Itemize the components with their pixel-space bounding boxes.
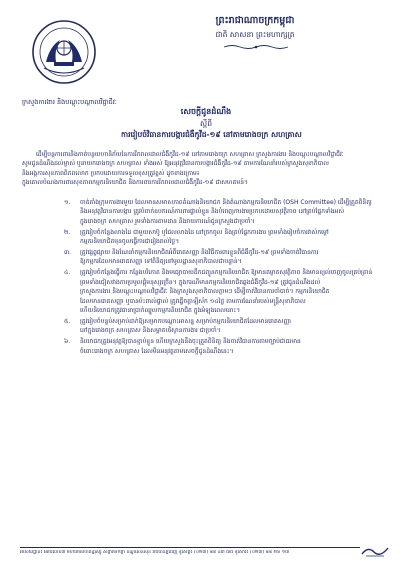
notice-title: សេចក្តីជូនដំណឹង <box>180 107 232 116</box>
list-item <box>22 228 382 247</box>
item-number: ៦. <box>64 338 71 346</box>
item-line: ត្រូវផ្សព្វផ្សាយ និងណែនាំកម្មករនិយោជិតអំពីរោគសញ្ញា និងវិធីការពារខ្លួនពីជំងឺកូវីដ-១៩ ព្រមទាំងចាត់វិធានការ <box>80 249 319 257</box>
intro-line: និងអង្គការសុខភាពពិភពលោក ប្រកបដោយការទទួលខុសត្រូវខ្ពស់ ដូចខាងក្រោម៖ <box>22 169 200 177</box>
notice-title-block <box>121 106 302 141</box>
item-line: ចំពោះរោងចក្រ សហគ្រាស ដែលមិនអនុវត្តតាមសេចក្តីជូនដំណឹងនេះ។ <box>80 347 234 355</box>
item-line: ក្នុងរោងចក្រ សហគ្រាស រួមទាំងការតាមដាន និងរាយការណ៍ជូនក្រសួងជាប្រចាំ។ <box>80 217 255 225</box>
item-line: និយោជកត្រូវអនុវត្តឱ្យបានខ្ជាប់ខ្ជួន ហើយក្រសួងនឹងចុះត្រួតពិនិត្យ និងចាត់វិធានការតាមច្បាប់ជាធរមាន <box>80 338 301 346</box>
item-line: ដែលមានរោគសញ្ញា ឬបានប៉ះពាល់ផ្ទាល់ ត្រូវធ្វើចត្តាឡីស័ក ១៤ថ្ងៃ តាមការណែនាំរបស់មន្ត្រីសុខាភិបាល <box>80 297 306 305</box>
intro-line: សូមជូនដំណឹងដល់ម្ចាស់ ឬនាយករោងចក្រ សហគ្រាស ទាំងអស់ ឱ្យអនុវត្តវិធានការបង្ការជំងឺកូវីដ-១៩ តាមការណែនាំរបស់ក្រសួងសុខាភិបាល <box>22 160 329 168</box>
national-motto: ជាតិ សាសនា ព្រះមហាក្សត្រ <box>215 30 295 39</box>
ministry-name: ក្រសួងការងារ និងបណ្តុះបណ្តាលវិជ្ជាជីវៈ <box>22 98 117 106</box>
ornament-divider-icon <box>222 44 290 50</box>
list-item <box>22 337 382 356</box>
list-item <box>22 268 382 315</box>
item-line: កម្មករនិយោជិតមុនចូលធ្វើការជារៀងរាល់ថ្ងៃ។ <box>80 238 180 246</box>
item-number: ៤. <box>64 269 71 277</box>
item-number: ៣. <box>64 249 72 257</box>
item-line: ក្រសួងការងារ និងបណ្តុះបណ្តាលវិជ្ជាជីវៈ និងក្រសួងសុខាភិបាលភ្លាមៗ ដើម្បីចាត់វិធានការចាំបាច់។ កម្មករនិយោជិត <box>80 288 330 296</box>
footer-emblem-icon <box>360 544 390 558</box>
list-item <box>22 317 382 336</box>
item-line: ចាត់តាំងក្រុមការងារមួយ ដែលមានសមាសភាពតំណាងនិយោជក និងតំណាងកម្មករនិយោជិត (OSH Committee) ដើម្បីត្រួតពិនិត្យ <box>80 199 372 206</box>
ministry-logo-icon <box>30 18 98 86</box>
item-number: ២. <box>64 228 71 236</box>
list-item <box>22 248 382 267</box>
intro-line: ក្នុងគោលបំណងការពារសុខភាពកម្មករនិយោជិត និងការពារការរីករាលដាលជំងឺកូវីដ-១៩ ជាសហគមន៍។ <box>22 179 248 187</box>
notice-subject-label: ស្តីពី <box>200 119 212 128</box>
item-number: ៥. <box>64 317 71 325</box>
kingdom-heading: ព្រះរាជាណាចក្រកម្ពុជា <box>215 15 295 26</box>
item-line: ត្រូវរៀបចំបន្ទប់សម្រាប់ដាក់ឱ្យសម្រាកបណ្តោះអាសន្ន សម្រាប់កម្មករនិយោជិតដែលមានរោគសញ្ញា <box>80 317 291 325</box>
item-line: ឱ្យកម្មករដែលមានរោគសញ្ញា ទៅពិនិត្យនៅមូលដ្ឋានសុខាភិបាលជាបន្ទាន់។ <box>80 258 242 266</box>
footer-address: អាសយដ្ឋាន៖ អគារលេខ៣ មហាវិថីសហព័ន្ធរុស្ស៊ី សង្កាត់ទឹកថ្លា ខណ្ឌសែនសុខ រាជធានីភ្នំពេញ ទូរស័ព្ទ៖ (០២៣) ៨៨ ៤៣ ៧៥ ទូរសារ៖ (០២៣) ៨៨ ២៦ ១៧ <box>20 550 289 555</box>
list-item <box>22 198 382 226</box>
intro-line: ដើម្បីបន្តការពារនិងកាត់បន្ថយហានិភ័យនៃការរីករាលដាលជំងឺកូវីដ-១៩ នៅតាមរោងចក្រ សហគ្រាស ក្រសួងការងារ និងបណ្តុះបណ្តាលវិជ្ជាជីវៈ <box>36 151 344 158</box>
footer-divider <box>20 547 360 548</box>
item-number: ១. <box>64 199 71 206</box>
item-line: ត្រូវរៀបចំកន្លែងលាងដៃ ជាមួយសាប៊ូ ឬជែលលាងដៃ នៅច្រកចូល និងគ្រប់ផ្នែកការងារ ព្រមទាំងរៀបចំការវាស់កម្តៅ <box>80 228 329 236</box>
measures-list <box>22 198 382 358</box>
item-line: ព្រមទាំងជៀសវាងការប្រមូលផ្តុំមនុស្សច្រើន។ ក្នុងករណីមានកម្មករនិយោជិតឆ្លងជំងឺកូវីដ-១៩ ត្រូវជូនដំណឹងដល់ <box>80 278 321 286</box>
intro-paragraph <box>22 150 380 189</box>
item-line: ហើយនិយោជកត្រូវធានាប្រាក់ឈ្នួលកម្មករនិយោជិត ក្នុងអំឡុងពេលនោះ។ <box>80 306 241 314</box>
item-line: និងអនុវត្តវិធានការបង្ការ ត្រូវបំពាក់ឧបករណ៍ការពារផ្ទាល់ខ្លួន និងបំពេញការងារប្រកបដោយសុវត្ថិភាព នៅគ្រប់ផ្នែកទាំងអស់ <box>80 208 345 216</box>
notice-subject: ការរៀបចំវិធានការបង្ការជំងឺកូវីដ-១៩ នៅតាមរោងចក្រ សហគ្រាស <box>121 130 302 139</box>
item-line: នៅក្នុងរោងចក្រ សហគ្រាស និងសម្អាតបរិស្ថានការងារ ជាប្រចាំ។ <box>80 327 221 335</box>
item-line: ត្រូវរៀបចំកន្លែងធ្វើការ កន្លែងបរិភោគ និងមធ្យោបាយដឹកជញ្ជូនកម្មករនិយោជិត ឱ្យមានគម្លាតសុវត្ថិភាព និងមានខ្យល់ចេញចូលគ្រប់គ្រាន់ <box>80 269 373 277</box>
